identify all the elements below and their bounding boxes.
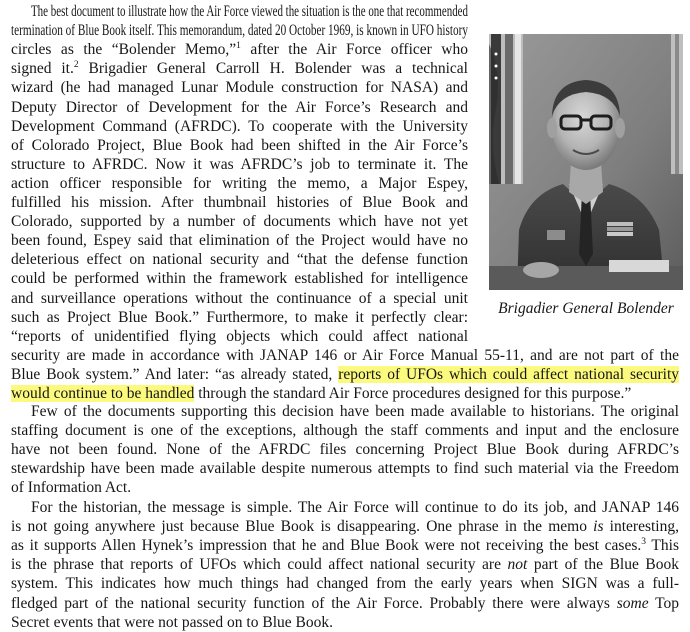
text-run: after the Air Force officer who bbox=[240, 41, 468, 59]
text-line bbox=[11, 174, 468, 193]
bolender-portrait-photo bbox=[489, 34, 683, 290]
text-run: is not going anywhere just because Blue Book is disappearing. One phrase in the memo bbox=[11, 518, 594, 536]
text-run: The best document to illustrate how the Air Force viewed the situation is the one that recommended bbox=[31, 3, 468, 20]
text-run: deleterious effect on national security and “that the defense function bbox=[11, 251, 468, 269]
text-run: Top bbox=[648, 594, 679, 612]
text-line bbox=[11, 574, 679, 593]
text-run: Blue Book system.” And later: “as already stated, bbox=[11, 365, 339, 383]
text-line bbox=[11, 536, 679, 555]
footnote-marker: 1 bbox=[236, 41, 241, 52]
text-run: been found, Espey said that elimination of the Project would have no bbox=[11, 232, 468, 250]
text-run: Development Command (AFRDC). To cooperate with the University bbox=[11, 117, 468, 135]
text-line bbox=[11, 98, 468, 117]
emphasized-text: not bbox=[507, 556, 528, 574]
text-run: Few of the documents supporting this decision have been made available to historians. The original bbox=[31, 403, 679, 420]
text-run: staffing document is one of the exceptions, although the staff comments and input and the enclosure bbox=[11, 422, 679, 440]
highlighted-text: would continue to be handled bbox=[11, 385, 195, 402]
text-line bbox=[11, 250, 468, 269]
text-line bbox=[11, 459, 679, 478]
text-run: action officer responsible for writing the memo, a Major Espey, bbox=[11, 174, 468, 192]
text-run: wizard (he had managed Lunar Module construction for NASA) and bbox=[11, 79, 468, 97]
text-run: stewardship have been made available despite numerous attempts to find such material via the Freedom bbox=[11, 460, 679, 478]
text-run: have not been found. None of the AFRDC files concerning Project Blue Book during AFRDC’s bbox=[11, 441, 679, 459]
text-run: Deputy Director of Development for the Air Force’s Research and bbox=[11, 98, 468, 116]
text-line bbox=[31, 402, 679, 421]
flag bbox=[489, 34, 523, 184]
text-line bbox=[11, 346, 679, 365]
footnote-marker: 2 bbox=[73, 60, 79, 71]
text-line bbox=[11, 289, 468, 308]
highlighted-text: reports of UFOs which could affect national security bbox=[338, 365, 680, 383]
text-line bbox=[11, 59, 468, 78]
emphasized-text: is bbox=[593, 518, 604, 536]
text-run: For the historian, the message is simple. The Air Force will continue to do its job, and JANAP 146 bbox=[31, 499, 679, 516]
text-run: system. This indicates how much things had changed from the early years when SIGN was a full- bbox=[11, 575, 679, 593]
text-line bbox=[31, 498, 679, 517]
text-run: such as Project Blue Book.” Furthermore, to make it perfectly clear: bbox=[11, 308, 468, 326]
text-line bbox=[11, 365, 679, 384]
text-line bbox=[31, 2, 468, 21]
text-run: and surveillance operations without the continuance of a special unit bbox=[11, 289, 468, 307]
text-line bbox=[11, 269, 468, 288]
text-line bbox=[11, 478, 131, 497]
text-run: is the phrase that reports of UFOs which could affect national security are bbox=[11, 556, 508, 574]
text-run: Brigadier General Carroll H. Bolender was a technical bbox=[78, 60, 468, 78]
text-run: “reports of unidentified flying objects which could affect national bbox=[11, 327, 468, 345]
photo-caption: Brigadier General Bolender bbox=[498, 300, 674, 317]
text-line bbox=[11, 594, 679, 613]
text-run: termination of Blue Book itself. This memorandum, dated 20 October 1969, is known in UFO history bbox=[11, 22, 468, 40]
text-line bbox=[11, 231, 468, 250]
text-run: through the standard Air Force procedures designed for this purpose.” bbox=[194, 385, 632, 402]
text-run: This bbox=[645, 537, 679, 555]
text-run: of Colorado Project, Blue Book had been shifted in the Air Force’s bbox=[11, 136, 468, 154]
text-line bbox=[11, 327, 468, 346]
text-run: Secret events that were not passed on to Blue Book. bbox=[11, 613, 333, 631]
text-line bbox=[11, 193, 468, 212]
text-run: Colorado, supported by a number of documents which have not yet bbox=[11, 213, 468, 231]
emphasized-text: some bbox=[616, 594, 649, 612]
text-run: interesting, bbox=[603, 518, 679, 536]
text-run: fulfilled his mission. After thumbnail histories of Blue Book and bbox=[11, 194, 468, 211]
text-run: circles as the “Bolender Memo,” bbox=[11, 41, 237, 59]
text-line bbox=[11, 517, 679, 536]
text-run: could be performed within the framework established for intelligence bbox=[11, 270, 468, 288]
text-line bbox=[11, 78, 468, 97]
text-run: structure to AFRDC. Now it was AFRDC’s job to terminate it. The bbox=[11, 155, 468, 173]
text-line bbox=[11, 212, 468, 231]
footnote-marker: 3 bbox=[641, 537, 646, 548]
text-line bbox=[11, 613, 333, 632]
text-line bbox=[11, 40, 468, 59]
text-line bbox=[11, 384, 631, 403]
text-line bbox=[11, 117, 468, 136]
text-run: signed it. bbox=[11, 60, 74, 78]
text-line bbox=[11, 421, 679, 440]
text-line bbox=[11, 21, 468, 40]
text-run: of Information Act. bbox=[11, 479, 132, 497]
text-run: part of the Blue Book bbox=[527, 556, 679, 574]
text-line bbox=[11, 440, 679, 459]
text-line bbox=[11, 555, 679, 574]
text-line bbox=[11, 136, 468, 155]
text-line bbox=[11, 308, 468, 327]
text-run: fledged part of the national security function of the Air Force. Probably there were always bbox=[11, 594, 617, 612]
text-run: security are made in accordance with JANAP 146 or Air Force Manual 55-11, and are not part of the bbox=[11, 346, 679, 364]
text-run: as it supports Allen Hynek’s impression that he and Blue Book were not receiving the best cases. bbox=[11, 537, 642, 555]
text-line bbox=[11, 155, 468, 174]
